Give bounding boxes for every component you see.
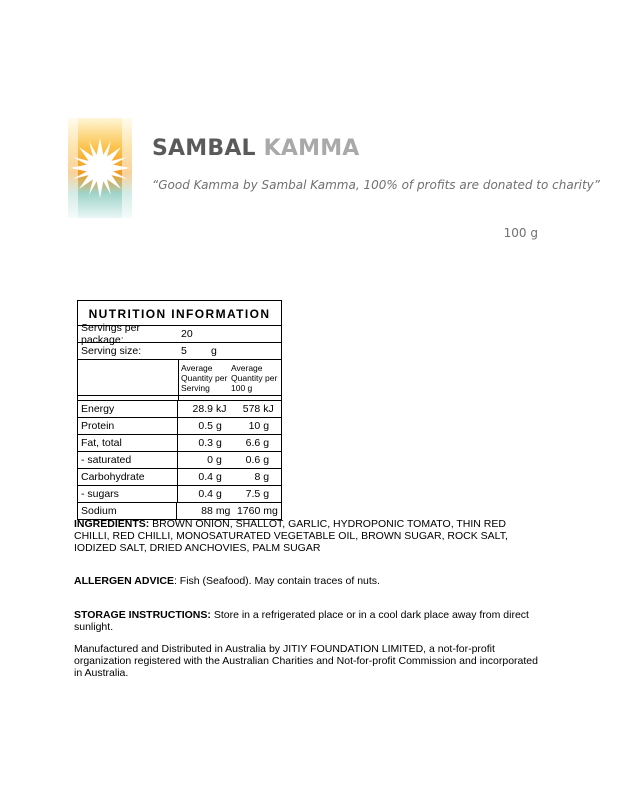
brand-name-part2: KAMMA [263, 136, 360, 161]
ingredients-paragraph [74, 518, 544, 554]
per-100g-value: 8 [254, 471, 261, 483]
per-100g-value: 1760 [236, 505, 261, 517]
per-100g-unit: g [263, 454, 270, 466]
per-serving-value: 0.3 [198, 437, 213, 449]
per-100g-value: 578 [242, 403, 261, 415]
nutrient-name: Fat, total [78, 435, 178, 451]
per-100g-unit: g [263, 420, 270, 432]
per-serving-value: 0 [207, 454, 213, 466]
serving-size-unit: g [211, 345, 217, 357]
nutrition-rows [78, 401, 281, 519]
per-serving-unit: g [215, 437, 222, 449]
per-100g-value: 10 [248, 420, 261, 432]
per-100g-unit: g [263, 437, 270, 449]
servings-row [78, 322, 281, 346]
per-serving-unit: mg [215, 505, 231, 517]
ingredients-label: INGREDIENTS: [74, 518, 150, 530]
storage-label: STORAGE INSTRUCTIONS: [74, 609, 211, 621]
per-serving-unit: kJ [215, 403, 227, 415]
nutrient-row [78, 486, 281, 503]
nutrition-column-headers [78, 360, 281, 396]
per-serving-unit: g [215, 471, 222, 483]
per-100g-value: 0.6 [245, 454, 261, 466]
allergen-paragraph [74, 575, 544, 587]
nutrient-row [78, 401, 281, 418]
storage-text: Store in a refrigerated place or in a cool dark place away from direct sunlight. [74, 609, 529, 633]
tagline: “Good Kamma by Sambal Kamma, 100% of profits are donated to charity” [152, 178, 600, 192]
col-per-100g-header: Average Quantity per 100 g [231, 363, 278, 393]
per-100g-value: 7.5 [245, 488, 261, 500]
serving-size-row [78, 343, 281, 360]
storage-paragraph [74, 609, 544, 633]
col-per-serving-header: Average Quantity per Serving [181, 363, 228, 393]
nutrient-name: Protein [78, 418, 178, 434]
allergen-label: ALLERGEN ADVICE [74, 575, 174, 587]
nutrient-row [78, 418, 281, 435]
manufacturer-paragraph: Manufactured and Distributed in Australia by JITIY FOUNDATION LIMITED, a not-for-profit organization registered with the Australian Charities and Not-for-profit Commission and incorporated in Australia. [74, 643, 538, 679]
brand-name-part1: SAMBAL [152, 136, 256, 161]
nutrient-name: - sugars [78, 486, 178, 502]
brand-title [152, 136, 360, 161]
nutrition-title: NUTRITION INFORMATION [78, 301, 281, 326]
nutrient-row [78, 469, 281, 486]
serving-size-value: 5 [181, 345, 187, 357]
per-serving-unit: g [215, 454, 222, 466]
nutrient-name: - saturated [78, 452, 178, 468]
servings-label: Servings per package: [81, 322, 140, 346]
per-100g-unit: kJ [263, 403, 274, 415]
per-serving-unit: g [215, 420, 222, 432]
nutrient-row [78, 503, 281, 519]
nutrient-name: Energy [78, 401, 178, 417]
nutrition-panel [77, 300, 282, 520]
per-100g-unit: mg [263, 505, 278, 517]
ingredients-text: BROWN ONION, SHALLOT, GARLIC, HYDROPONIC TOMATO, THIN RED CHILLI, RED CHILLI, MONOSATURATED VEGETABLE OIL, BROWN SUGAR, ROCK SALT, IODIZED SALT, DRIED ANCHOVIES, PALM SUGAR [74, 518, 508, 554]
nutrient-name: Sodium [78, 503, 177, 519]
per-100g-value: 6.6 [245, 437, 261, 449]
per-serving-value: 0.5 [198, 420, 213, 432]
per-serving-value: 28.9 [192, 403, 213, 415]
nutrient-name: Carbohydrate [78, 469, 178, 485]
nutrient-row [78, 435, 281, 452]
allergen-text: : Fish (Seafood). May contain traces of nuts. [173, 575, 380, 587]
nutrient-row [78, 452, 281, 469]
per-serving-unit: g [215, 488, 222, 500]
servings-value: 20 [181, 328, 193, 340]
per-100g-unit: g [263, 488, 270, 500]
per-serving-value: 88 [201, 505, 213, 517]
net-weight: 100 g [503, 226, 538, 240]
per-100g-unit: g [263, 471, 270, 483]
per-serving-value: 0.4 [198, 471, 213, 483]
sun-logo-icon [68, 118, 132, 218]
serving-size-label: Serving size: [81, 345, 142, 357]
per-serving-value: 0.4 [198, 488, 213, 500]
